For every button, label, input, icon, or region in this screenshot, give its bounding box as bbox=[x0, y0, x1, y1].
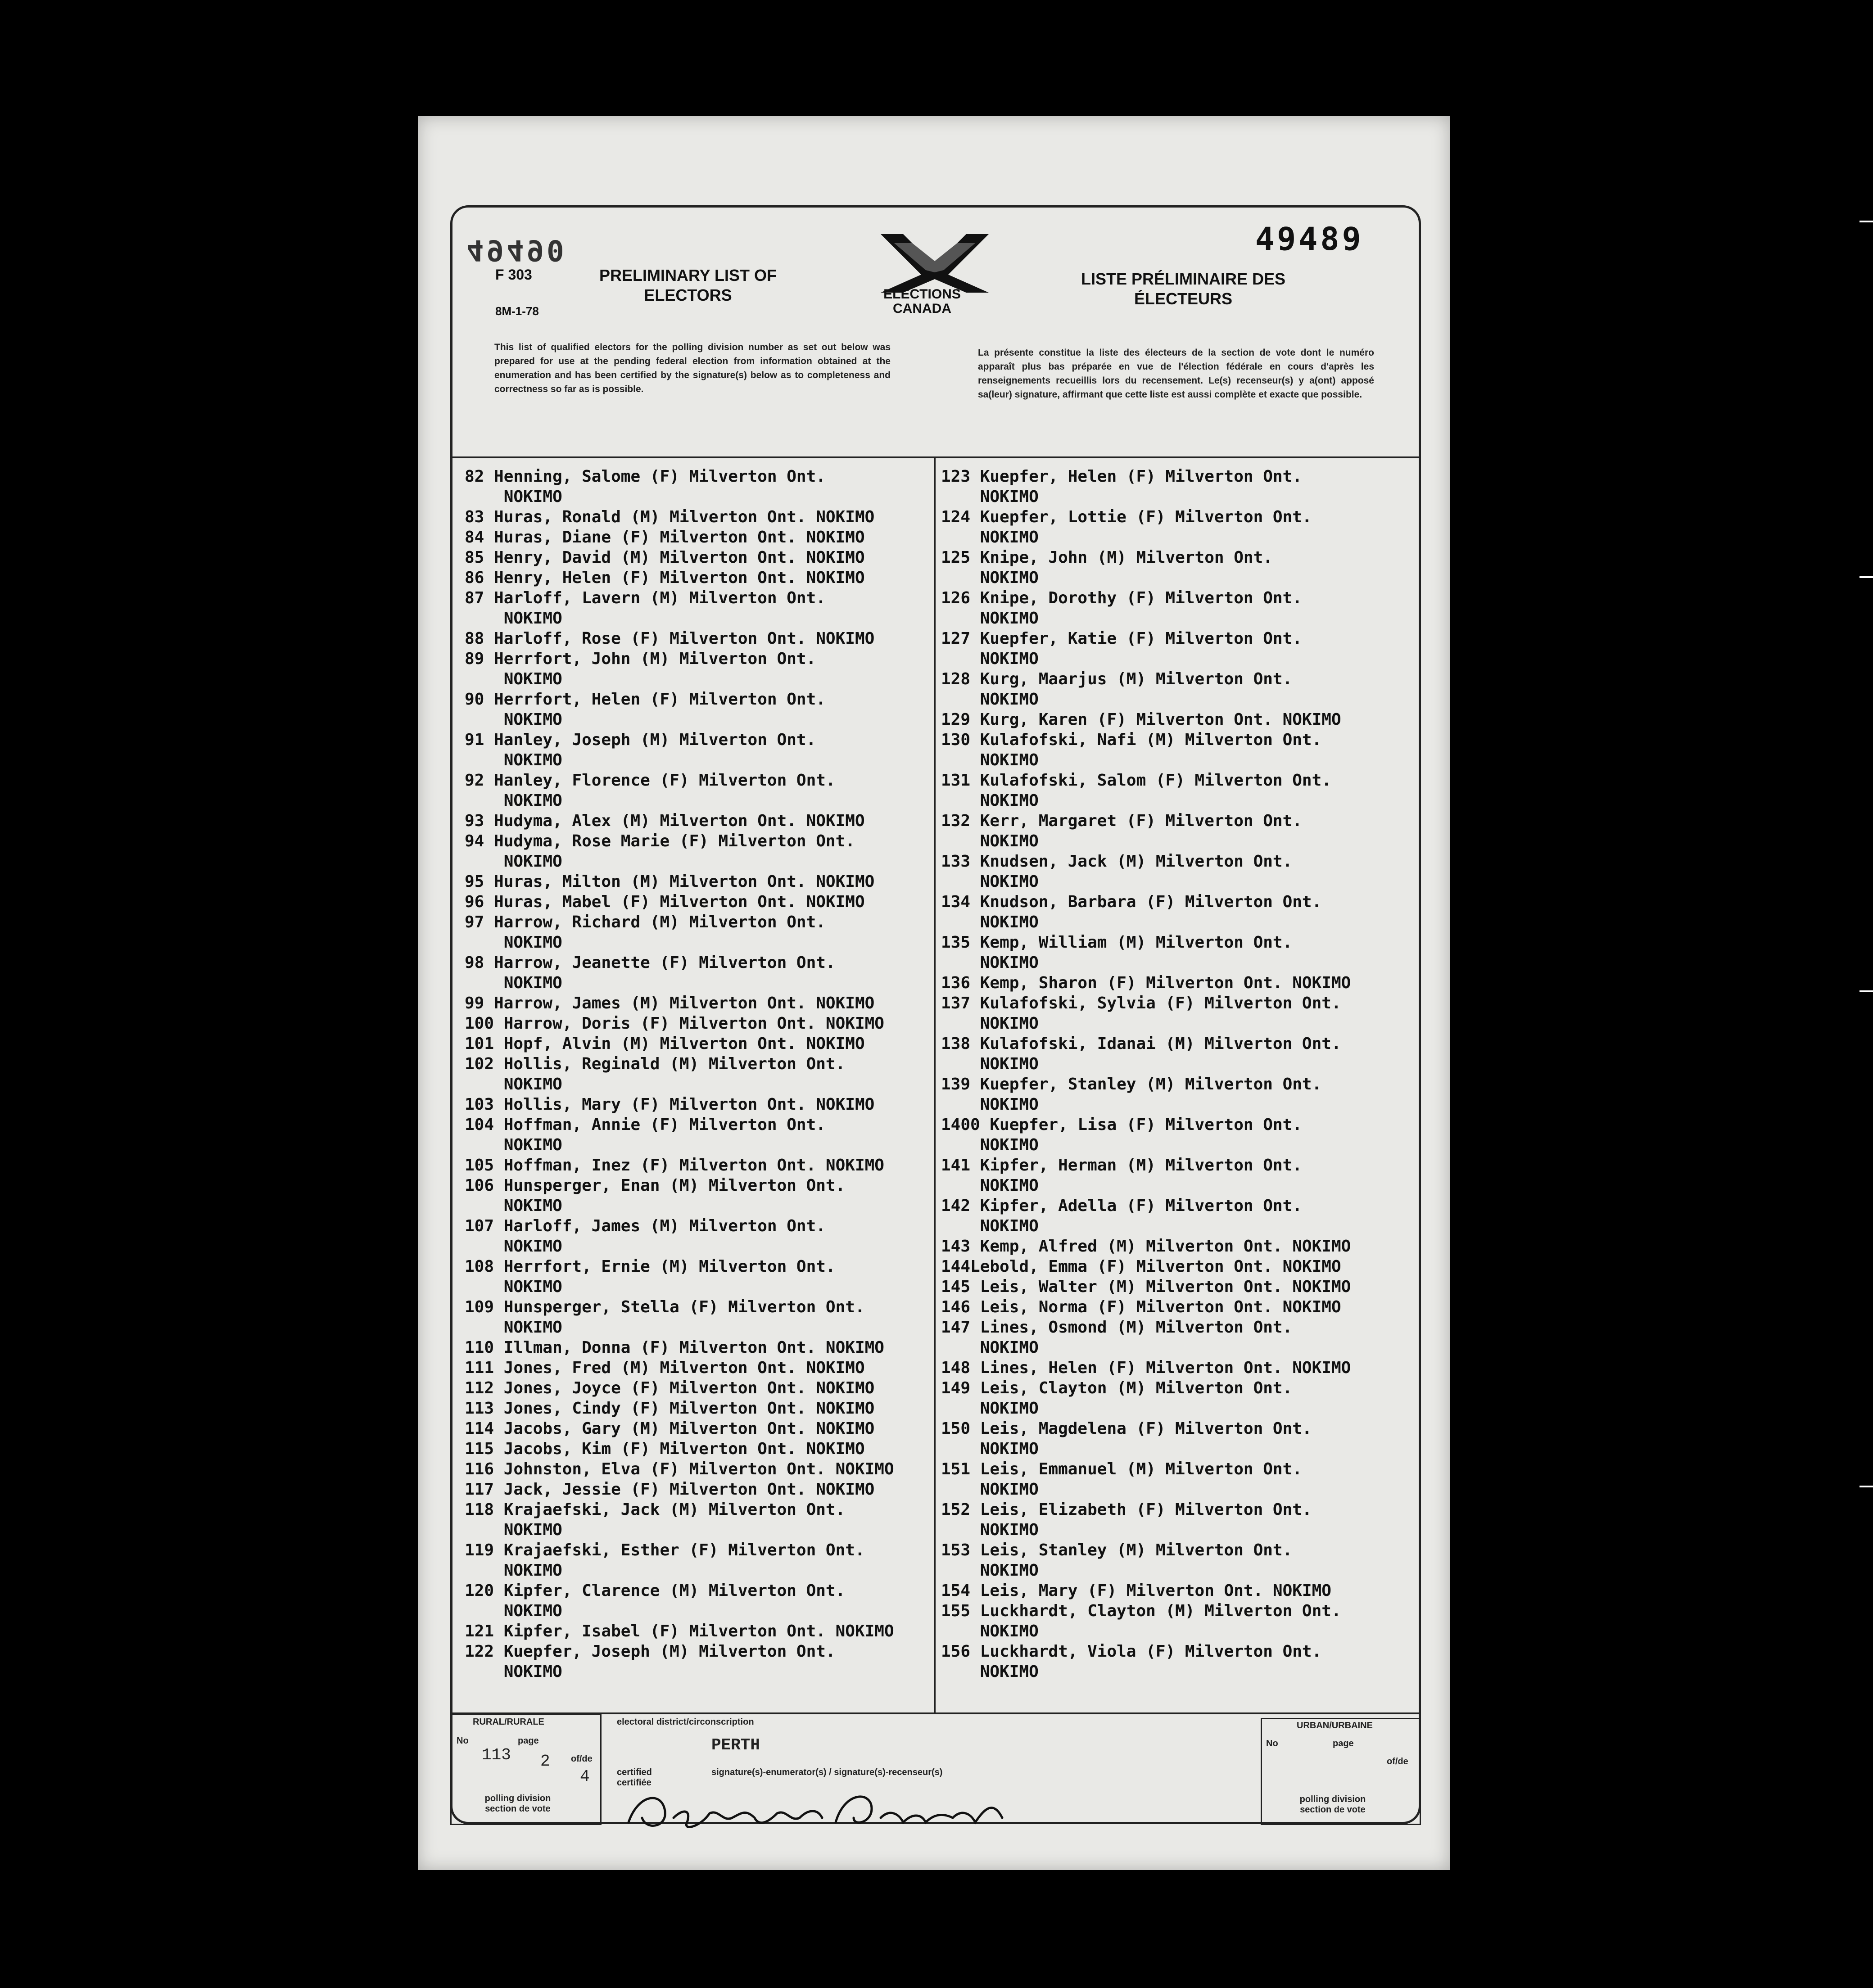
elector-entry: 149 Leis, Clayton (M) Milverton Ont. NOKIMO bbox=[941, 1379, 1293, 1418]
elector-entry: 137 Kulafofski, Sylvia (F) Milverton Ont. NOKIMO bbox=[941, 994, 1341, 1033]
page-number: 2 bbox=[540, 1752, 550, 1771]
of-label-right: of/de bbox=[1387, 1757, 1408, 1767]
elector-entry: 154 Leis, Mary (F) Milverton Ont. NOKIMO bbox=[941, 1581, 1331, 1600]
elector-entry: 103 Hollis, Mary (F) Milverton Ont. NOKIMO bbox=[465, 1095, 875, 1114]
elector-entry: 151 Leis, Emmanuel (M) Milverton Ont. NOKIMO bbox=[941, 1460, 1302, 1499]
rural-label: RURAL/RURALE bbox=[473, 1717, 544, 1727]
elector-entry: 141 Kipfer, Herman (M) Milverton Ont. NOKIMO bbox=[941, 1156, 1302, 1195]
elector-entry: 139 Kuepfer, Stanley (M) Milverton Ont. NOKIMO bbox=[941, 1075, 1322, 1114]
elector-entry: 147 Lines, Osmond (M) Milverton Ont. NOKIMO bbox=[941, 1318, 1293, 1357]
district-value: PERTH bbox=[711, 1736, 760, 1754]
page-label-left: page bbox=[518, 1736, 539, 1746]
elector-entry: 85 Henry, David (M) Milverton Ont. NOKIMO bbox=[465, 548, 865, 567]
elector-entry: 134 Knudson, Barbara (F) Milverton Ont. NOKIMO bbox=[941, 893, 1322, 931]
elector-entry: 130 Kulafofski, Nafi (M) Milverton Ont. NOKIMO bbox=[941, 731, 1322, 769]
elector-entry: 107 Harloff, James (M) Milverton Ont. NOKIMO bbox=[465, 1217, 826, 1256]
elector-entry: 109 Hunsperger, Stella (F) Milverton Ont. NOKIMO bbox=[465, 1298, 865, 1337]
polling-division-label-left: polling division section de vote bbox=[484, 1794, 551, 1814]
elector-entry: 116 Johnston, Elva (F) Milverton Ont. NOKIMO bbox=[465, 1460, 894, 1478]
elector-entry: 94 Hudyma, Rose Marie (F) Milverton Ont. NOKIMO bbox=[465, 832, 855, 871]
elector-entry: 124 Kuepfer, Lottie (F) Milverton Ont. NOKIMO bbox=[941, 508, 1312, 547]
elector-entry: 132 Kerr, Margaret (F) Milverton Ont. NOKIMO bbox=[941, 812, 1302, 850]
elector-entry: 108 Herrfort, Ernie (M) Milverton Ont. NOKIMO bbox=[465, 1257, 836, 1296]
elector-entry: 100 Harrow, Doris (F) Milverton Ont. NOKIMO bbox=[465, 1014, 884, 1033]
elector-entry: 138 Kulafofski, Idanai (M) Milverton Ont. NOKIMO bbox=[941, 1035, 1341, 1073]
elector-entry: 122 Kuepfer, Joseph (M) Milverton Ont. NOKIMO bbox=[465, 1642, 836, 1681]
elector-entry: 123 Kuepfer, Helen (F) Milverton Ont. NOKIMO bbox=[941, 467, 1302, 506]
elector-entry: 113 Jones, Cindy (F) Milverton Ont. NOKIMO bbox=[465, 1399, 875, 1418]
elector-entry: 152 Leis, Elizabeth (F) Milverton Ont. NOKIMO bbox=[941, 1500, 1312, 1539]
document-page bbox=[418, 116, 1450, 1870]
page-of-total: 4 bbox=[580, 1767, 590, 1786]
certified-label: certified certifiée bbox=[617, 1767, 652, 1788]
of-label-left: of/de bbox=[571, 1754, 593, 1764]
elector-entry: 143 Kemp, Alfred (M) Milverton Ont. NOKIMO bbox=[941, 1237, 1351, 1256]
polling-division-number: 113 bbox=[482, 1746, 511, 1764]
film-mark bbox=[1859, 576, 1873, 578]
elector-entry: 126 Knipe, Dorothy (F) Milverton Ont. NOKIMO bbox=[941, 589, 1302, 628]
enumerator-signature bbox=[620, 1782, 1025, 1840]
no-label-left: No bbox=[457, 1736, 469, 1746]
signature-label: signature(s)-enumerator(s) / signature(s)-recenseur(s) bbox=[711, 1767, 943, 1777]
elector-entry: 142 Kipfer, Adella (F) Milverton Ont. NOKIMO bbox=[941, 1197, 1302, 1235]
elector-entry: 145 Leis, Walter (M) Milverton Ont. NOKIMO bbox=[941, 1278, 1351, 1296]
form-date: 8M-1-78 bbox=[495, 304, 539, 318]
elector-entry: 86 Henry, Helen (F) Milverton Ont. NOKIMO bbox=[465, 569, 865, 587]
elector-entry: 129 Kurg, Karen (F) Milverton Ont. NOKIMO bbox=[941, 710, 1341, 729]
no-label-right: No bbox=[1266, 1739, 1278, 1749]
title-english: PRELIMINARY LIST OF ELECTORS bbox=[599, 266, 777, 304]
elector-entry: 96 Huras, Mabel (F) Milverton Ont. NOKIMO bbox=[465, 893, 865, 911]
elector-entry: 120 Kipfer, Clarence (M) Milverton Ont. NOKIMO bbox=[465, 1581, 846, 1620]
elector-entry: 131 Kulafofski, Salom (F) Milverton Ont. NOKIMO bbox=[941, 771, 1331, 810]
film-mark bbox=[1859, 221, 1873, 222]
elector-list-left-column bbox=[465, 466, 915, 1682]
serial-number-top-left: 49490 bbox=[466, 233, 567, 267]
elector-entry: 104 Hoffman, Annie (F) Milverton Ont. NOKIMO bbox=[465, 1116, 826, 1154]
elector-entry: 156 Luckhardt, Viola (F) Milverton Ont. NOKIMO bbox=[941, 1642, 1322, 1681]
elector-entry: 83 Huras, Ronald (M) Milverton Ont. NOKIMO bbox=[465, 508, 875, 526]
title-french: LISTE PRÉLIMINAIRE DES ÉLECTEURS bbox=[1081, 270, 1286, 308]
elector-entry: 91 Hanley, Joseph (M) Milverton Ont. NOKIMO bbox=[465, 731, 816, 769]
elector-entry: 128 Kurg, Maarjus (M) Milverton Ont. NOKIMO bbox=[941, 670, 1293, 709]
elector-entry: 90 Herrfort, Helen (F) Milverton Ont. NOKIMO bbox=[465, 690, 826, 729]
elector-entry: 155 Luckhardt, Clayton (M) Milverton Ont. NOKIMO bbox=[941, 1602, 1341, 1640]
elector-entry: 88 Harloff, Rose (F) Milverton Ont. NOKIMO bbox=[465, 629, 875, 648]
elector-entry: 121 Kipfer, Isabel (F) Milverton Ont. NOKIMO bbox=[465, 1622, 894, 1640]
elector-entry: 101 Hopf, Alvin (M) Milverton Ont. NOKIMO bbox=[465, 1035, 865, 1053]
elector-entry: 117 Jack, Jessie (F) Milverton Ont. NOKIMO bbox=[465, 1480, 875, 1499]
elector-entry: 84 Huras, Diane (F) Milverton Ont. NOKIMO bbox=[465, 528, 865, 547]
elector-entry: 112 Jones, Joyce (F) Milverton Ont. NOKIMO bbox=[465, 1379, 875, 1397]
district-label: electoral district/circonscription bbox=[617, 1717, 754, 1727]
elector-entry: 118 Krajaefski, Jack (M) Milverton Ont. NOKIMO bbox=[465, 1500, 846, 1539]
elector-entry: 92 Hanley, Florence (F) Milverton Ont. NOKIMO bbox=[465, 771, 836, 810]
elector-entry: 1400 Kuepfer, Lisa (F) Milverton Ont. NOKIMO bbox=[941, 1116, 1302, 1154]
elector-entry: 136 Kemp, Sharon (F) Milverton Ont. NOKIMO bbox=[941, 974, 1351, 992]
intro-text-french: La présente constitue la liste des électeurs de la section de vote dont le numéro apparaît plus bas préparée en vue de l'élection fédérale en cours d'après les renseignements recueillis lors du recensement. Le(s) recenseur(s) y a(ont) apposé sa(leur) signature, affirmant que cette liste est aussi complète et exacte que possible. bbox=[978, 348, 1374, 400]
elector-entry: 125 Knipe, John (M) Milverton Ont. NOKIMO bbox=[941, 548, 1273, 587]
elector-entry: 106 Hunsperger, Enan (M) Milverton Ont. NOKIMO bbox=[465, 1176, 846, 1215]
elector-entry: 98 Harrow, Jeanette (F) Milverton Ont. NOKIMO bbox=[465, 953, 836, 992]
column-divider bbox=[934, 456, 936, 1712]
elector-entry: 82 Henning, Salome (F) Milverton Ont. NOKIMO bbox=[465, 467, 826, 506]
elector-entry: 97 Harrow, Richard (M) Milverton Ont. NOKIMO bbox=[465, 913, 826, 952]
elector-entry: 146 Leis, Norma (F) Milverton Ont. NOKIMO bbox=[941, 1298, 1341, 1316]
elector-entry: 102 Hollis, Reginald (M) Milverton Ont. NOKIMO bbox=[465, 1055, 846, 1093]
elector-entry: 87 Harloff, Lavern (M) Milverton Ont. NOKIMO bbox=[465, 589, 826, 628]
header-divider bbox=[450, 456, 1421, 458]
elector-entry: 115 Jacobs, Kim (F) Milverton Ont. NOKIMO bbox=[465, 1440, 865, 1458]
elector-entry: 111 Jones, Fred (M) Milverton Ont. NOKIMO bbox=[465, 1359, 865, 1377]
page-label-right: page bbox=[1333, 1739, 1354, 1749]
elector-entry: 95 Huras, Milton (M) Milverton Ont. NOKIMO bbox=[465, 872, 875, 891]
elector-entry: 148 Lines, Helen (F) Milverton Ont. NOKIMO bbox=[941, 1359, 1351, 1377]
elector-entry: 135 Kemp, William (M) Milverton Ont. NOKIMO bbox=[941, 933, 1293, 972]
elector-entry: 110 Illman, Donna (F) Milverton Ont. NOKIMO bbox=[465, 1338, 884, 1357]
elector-entry: 119 Krajaefski, Esther (F) Milverton Ont. NOKIMO bbox=[465, 1541, 865, 1580]
elector-entry: 144Lebold, Emma (F) Milverton Ont. NOKIMO bbox=[941, 1257, 1341, 1276]
urban-label: URBAN/URBAINE bbox=[1297, 1721, 1373, 1730]
elector-list-right-column bbox=[941, 466, 1414, 1682]
elector-entry: 127 Kuepfer, Katie (F) Milverton Ont. NOKIMO bbox=[941, 629, 1302, 668]
form-number: F 303 bbox=[495, 267, 532, 283]
elector-entry: 89 Herrfort, John (M) Milverton Ont. NOKIMO bbox=[465, 650, 816, 688]
film-mark bbox=[1859, 1486, 1873, 1487]
intro-text-english: This list of qualified electors for the polling division number as set out below was prepared for use at the pending federal election from information obtained at the enumeration and has been certified by the signature(s) below as to completeness and correctness so far as is possible. bbox=[494, 342, 891, 394]
elector-entry: 150 Leis, Magdelena (F) Milverton Ont. NOKIMO bbox=[941, 1419, 1312, 1458]
elector-entry: 105 Hoffman, Inez (F) Milverton Ont. NOKIMO bbox=[465, 1156, 884, 1175]
elector-entry: 93 Hudyma, Alex (M) Milverton Ont. NOKIMO bbox=[465, 812, 865, 830]
elector-entry: 153 Leis, Stanley (M) Milverton Ont. NOKIMO bbox=[941, 1541, 1293, 1580]
elector-entry: 133 Knudsen, Jack (M) Milverton Ont. NOKIMO bbox=[941, 852, 1293, 891]
elector-entry: 99 Harrow, James (M) Milverton Ont. NOKIMO bbox=[465, 994, 875, 1012]
film-mark bbox=[1859, 990, 1873, 992]
polling-division-label-right: polling division section de vote bbox=[1299, 1794, 1366, 1815]
logo-text: ELECTIONS CANADA bbox=[883, 287, 961, 316]
serial-number-top-right: 49489 bbox=[1255, 221, 1364, 258]
elector-entry: 114 Jacobs, Gary (M) Milverton Ont. NOKIMO bbox=[465, 1419, 875, 1438]
